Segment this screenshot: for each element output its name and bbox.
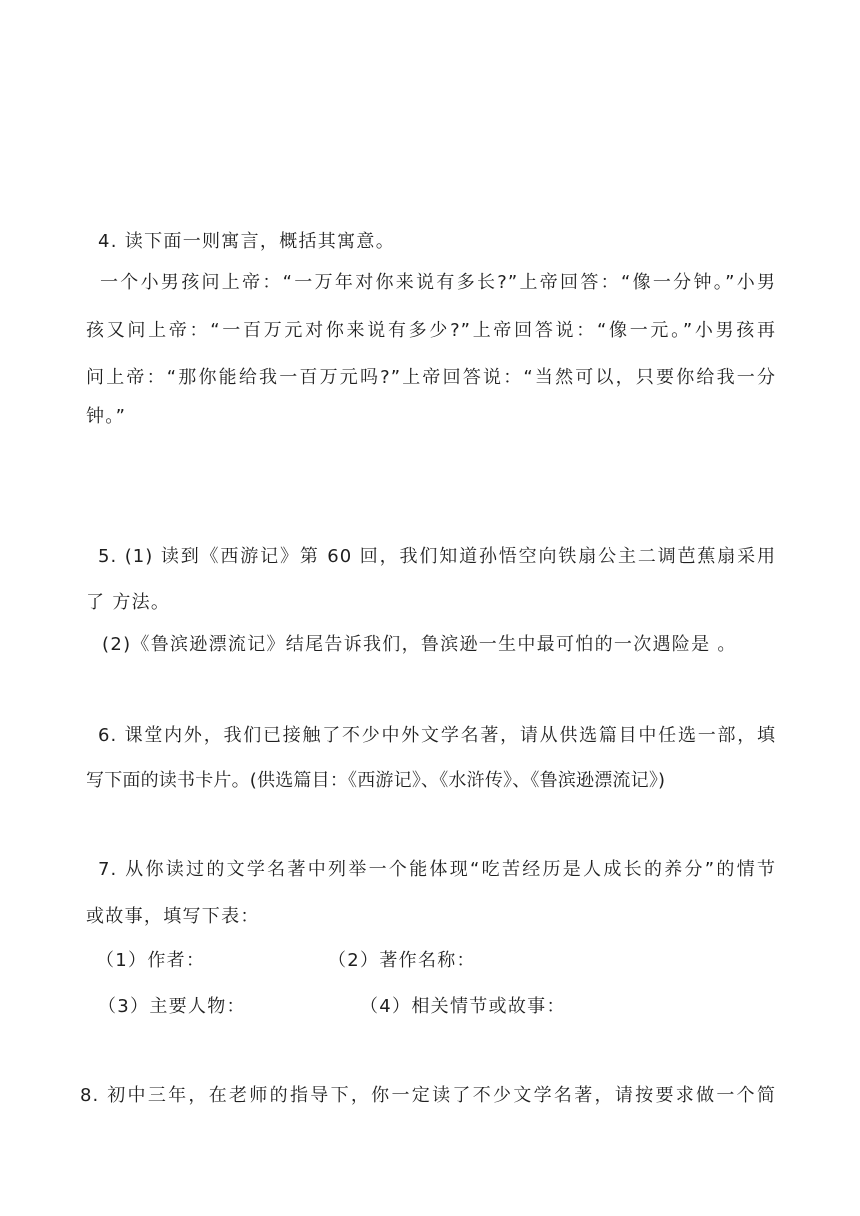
q7-line-2: 或故事，填写下表： [86,906,260,927]
q5-part1-line-1: 5. (1) 读到《西游记》第 60 回，我们知道孙悟空向铁扇公主二调芭蕉扇采用 [98,546,776,567]
q7-work-field: （2）著作名称： [328,950,476,971]
q6-line-1: 6. 课堂内外，我们已接触了不少中外文学名著，请从供选篇目中任选一部，填 [98,725,776,746]
q4-fable-line-2: 孩又问上帝：“一百万元对你来说有多少?”上帝回答说：“像一元。”小男孩再 [86,320,776,341]
q4-title: 4. 读下面一则寓言，概括其寓意。 [98,231,395,252]
q7-plot-field: （4）相关情节或故事： [360,996,566,1017]
q7-line-1: 7. 从你读过的文学名著中列举一个能体现“吃苦经历是人成长的养分”的情节 [98,859,776,880]
q7-author-field: （1）作者： [96,950,206,971]
q6-line-2: 写下面的读书卡片。(供选篇目：《西游记》、《水浒传》、《鲁滨逊漂流记》) [86,770,666,791]
q4-fable-line-4: 钟。” [86,406,127,427]
q8-line-1: 8. 初中三年，在老师的指导下，你一定读了不少文学名著，请按要求做一个简 [80,1085,776,1106]
q7-character-field: （3）主要人物： [98,996,246,1017]
q4-fable-line-3: 问上帝：“那你能给我一百万元吗?”上帝回答说：“当然可以，只要你给我一分 [86,367,776,388]
q5-part1-line-2: 了 方法。 [86,592,171,613]
q4-fable-line-1: 一个小男孩问上帝：“一万年对你来说有多长?”上帝回答：“像一分钟。”小男 [100,272,776,293]
q5-part2: (2)《鲁滨逊漂流记》结尾告诉我们，鲁滨逊一生中最可怕的一次遇险是 。 [102,634,737,655]
